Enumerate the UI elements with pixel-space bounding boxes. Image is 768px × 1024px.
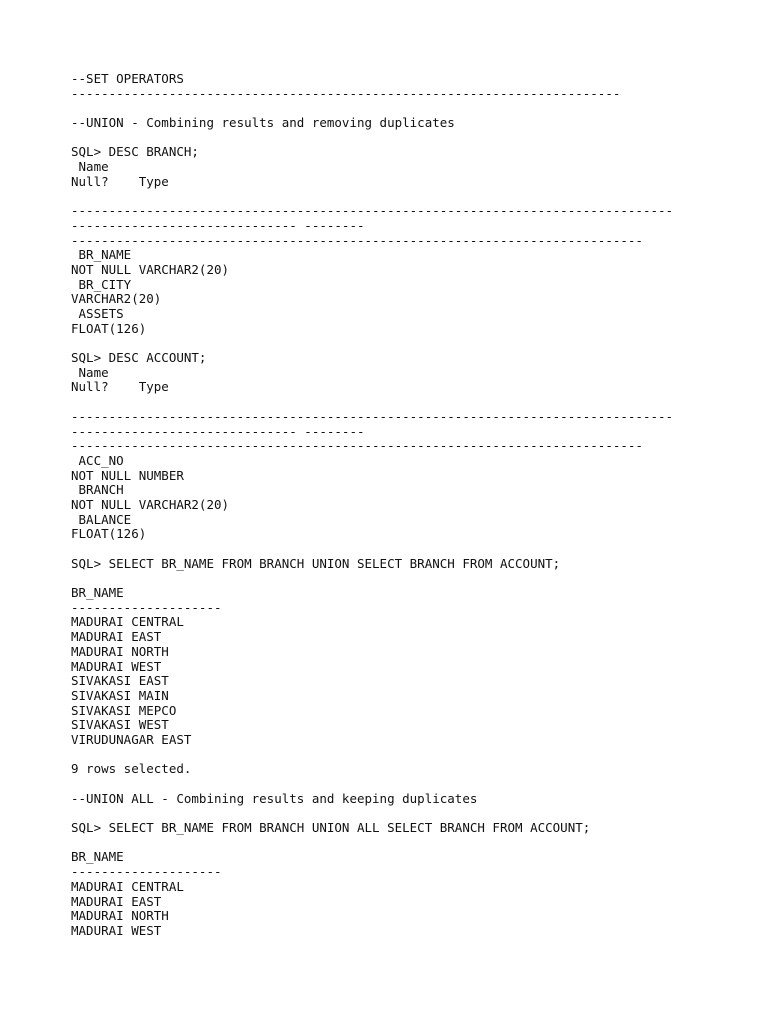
separator-line: --------------------------------------------------------------------------------	[71, 408, 674, 424]
blank-line	[71, 571, 751, 586]
result-row: MADURAI WEST	[71, 922, 162, 938]
result-row: MADURAI EAST	[71, 893, 162, 909]
blank-line	[71, 748, 751, 763]
section-heading: --SET OPERATORS	[71, 71, 184, 86]
column-type: FLOAT(126)	[71, 320, 147, 336]
result-row: MADURAI NORTH	[71, 908, 169, 924]
desc-header-null-type: Null? Type	[71, 173, 169, 189]
separator-line: ------------------------------ --------	[71, 423, 365, 439]
sql-command-line: SQL> DESC ACCOUNT;	[71, 350, 207, 366]
result-row: SIVAKASI MEPCO	[71, 702, 177, 718]
result-column-header: BR_NAME	[71, 585, 124, 601]
blank-line	[71, 836, 751, 851]
column-name: BRANCH	[71, 482, 124, 498]
column-name: BALANCE	[71, 511, 132, 527]
blank-line	[71, 395, 751, 410]
column-type: NOT NULL VARCHAR2(20)	[71, 261, 230, 277]
blank-line	[71, 336, 751, 351]
column-type: VARCHAR2(20)	[71, 291, 162, 307]
blank-line	[71, 542, 751, 557]
column-type: NOT NULL VARCHAR2(20)	[71, 496, 230, 512]
result-separator: --------------------	[71, 599, 222, 615]
column-name: ASSETS	[71, 306, 124, 321]
result-row: SIVAKASI MAIN	[71, 687, 169, 703]
sql-command-line: SQL> DESC BRANCH;	[71, 144, 199, 160]
sql-command-line: SQL> SELECT BR_NAME FROM BRANCH UNION ALL SELECT BRANCH FROM ACCOUNT;	[71, 820, 591, 836]
result-row: MADURAI WEST	[71, 658, 162, 674]
document-page	[71, 72, 751, 939]
column-type: FLOAT(126)	[71, 526, 147, 542]
separator-line: ----------------------------------------------------------------------------	[71, 232, 643, 248]
desc-header-name: Name	[71, 364, 109, 380]
result-row: MADURAI EAST	[71, 629, 162, 645]
separator-line: ----------------------------------------------------------------------------	[71, 438, 643, 454]
blank-line	[71, 101, 751, 116]
result-column-header: BR_NAME	[71, 849, 124, 865]
column-name: BR_CITY	[71, 276, 132, 292]
result-row: MADURAI NORTH	[71, 643, 169, 659]
result-row: SIVAKASI WEST	[71, 717, 169, 733]
column-name: BR_NAME	[71, 247, 132, 263]
desc-header-null-type: Null? Type	[71, 379, 169, 395]
comment-line: --UNION - Combining results and removing duplicates	[71, 115, 455, 131]
comment-line: --UNION ALL - Combining results and keeping duplicates	[71, 790, 478, 806]
result-row: VIRUDUNAGAR EAST	[71, 731, 192, 747]
result-separator: --------------------	[71, 864, 222, 880]
blank-line	[71, 806, 751, 821]
separator-line: ------------------------------ --------	[71, 217, 365, 233]
row-count-line: 9 rows selected.	[71, 761, 192, 777]
column-name: ACC_NO	[71, 452, 124, 468]
blank-line	[71, 131, 751, 146]
blank-line	[71, 777, 751, 792]
blank-line	[71, 190, 751, 205]
desc-header-name: Name	[71, 159, 109, 175]
column-type: NOT NULL NUMBER	[71, 467, 184, 483]
result-row: MADURAI CENTRAL	[71, 614, 184, 630]
sql-command-line: SQL> SELECT BR_NAME FROM BRANCH UNION SELECT BRANCH FROM ACCOUNT;	[71, 555, 561, 571]
result-row: MADURAI CENTRAL	[71, 878, 184, 894]
separator-line: --------------------------------------------------------------------------------	[71, 203, 674, 219]
result-row: SIVAKASI EAST	[71, 673, 169, 689]
separator-line: -------------------------------------------------------------------------	[71, 85, 621, 101]
